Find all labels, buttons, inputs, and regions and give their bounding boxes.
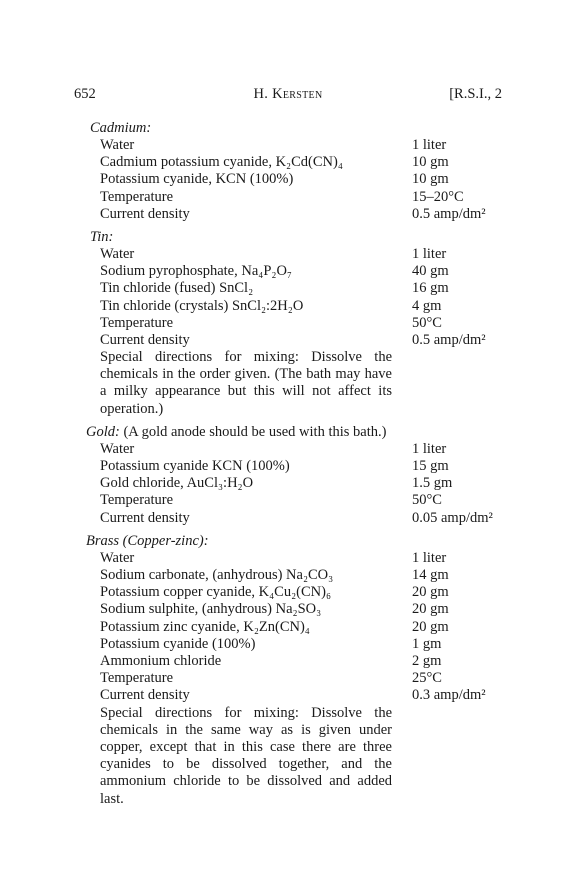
ingredient-amount: 0.5 amp/dm²: [412, 331, 486, 348]
ingredient-label: [100, 137, 400, 154]
ingredient-label: [100, 332, 400, 349]
ingredient-amount: 16 gm: [412, 280, 449, 297]
ingredient-label: [100, 458, 400, 475]
ingredient-row: [100, 206, 506, 223]
ingredient-row: [100, 246, 506, 263]
ingredient-name: Potassium cyanide KCN (100%): [100, 458, 293, 474]
ingredient-label: [100, 653, 400, 670]
mixing-directions: Special directions for mixing: Dissolve the chemicals in the same way as is given under copper, except that in this case there are three cyanides to be dissolved together, and the ammonium chloride to be dissolved and added last.: [100, 704, 392, 807]
ingredient-row: [100, 263, 506, 280]
ingredient-amount: 0.05 amp/dm²: [412, 509, 493, 526]
ingredient-name: Ammonium chloride: [100, 653, 224, 669]
ingredient-name: Water: [100, 246, 137, 262]
ingredient-amount: 20 gm: [412, 584, 449, 601]
running-head-author: H. Kersten: [253, 86, 323, 102]
ingredient-amount: 20 gm: [412, 618, 449, 635]
ingredient-amount: 25°C: [412, 670, 442, 687]
ingredient-amount: 1 liter: [412, 549, 447, 566]
ingredient-amount: 50°C: [412, 492, 442, 509]
ingredient-row: [100, 315, 506, 332]
ingredient-label: [100, 298, 400, 315]
ingredient-amount: 15 gm: [412, 458, 449, 475]
ingredient-name: Temperature: [100, 315, 176, 331]
ingredient-row: [100, 137, 506, 154]
ingredient-label: [100, 246, 400, 263]
ingredient-name: Potassium cyanide, KCN (100%): [100, 171, 296, 187]
ingredient-label: [100, 550, 400, 567]
ingredient-row: [100, 670, 506, 687]
bath-section: [86, 229, 506, 424]
ingredient-amount: 10 gm: [412, 154, 449, 171]
ingredient-label: [100, 670, 400, 687]
ingredient-amount: 14 gm: [412, 567, 449, 583]
section-title-text: Tin:: [90, 228, 114, 245]
ingredient-row: [100, 441, 506, 458]
ingredient-row: [100, 189, 506, 206]
section-title: [86, 533, 506, 550]
ingredient-amount: 1 gm: [412, 635, 442, 652]
section-title-text: Brass (Copper-zinc):: [86, 532, 209, 549]
ingredient-name: Temperature: [100, 492, 176, 508]
ingredient-row: [100, 687, 506, 704]
ingredient-name: Water: [100, 441, 137, 457]
ingredient-label: [100, 189, 400, 206]
ingredient-row: [100, 280, 506, 297]
ingredient-name: Current density: [100, 332, 193, 348]
mixing-directions: Special directions for mixing: Dissolve the chemicals in the order given. (The bath may have a milky appearance but this will not affect its operation.): [100, 349, 392, 417]
ingredient-label: [100, 636, 400, 653]
ingredient-label: [100, 263, 400, 280]
ingredient-row: [100, 619, 506, 636]
ingredient-name: Gold chloride, AuCl₃:H₂O: [100, 475, 256, 491]
page-number: 652: [74, 86, 96, 102]
ingredient-name: Tin chloride (crystals) SnCl₂:2H₂O: [100, 298, 306, 314]
ingredient-label: [100, 584, 400, 601]
ingredient-name: Current density: [100, 510, 193, 526]
ingredient-row: [100, 154, 506, 171]
ingredient-label: [100, 619, 400, 636]
ingredient-amount: 15–20°C: [412, 188, 464, 205]
ingredient-row: [100, 475, 506, 492]
ingredient-name: Temperature: [100, 670, 176, 686]
ingredient-amount: 50°C: [412, 314, 442, 331]
bath-section: [86, 120, 506, 229]
ingredient-label: [100, 206, 400, 223]
section-title: [86, 424, 506, 441]
ingredient-row: [100, 171, 506, 188]
ingredient-name: Potassium zinc cyanide, K₂Zn(CN)₄: [100, 619, 313, 635]
ingredient-amount: 0.3 amp/dm²: [412, 687, 486, 704]
ingredient-name: Current density: [100, 687, 193, 703]
ingredient-amount: 1 liter: [412, 245, 447, 262]
ingredient-row: [100, 492, 506, 509]
ingredient-row: [100, 601, 506, 618]
section-spacer: [86, 808, 506, 814]
ingredient-amount: 4 gm: [412, 297, 442, 314]
ingredient-label: [100, 567, 400, 584]
ingredient-name: Water: [100, 550, 137, 566]
ingredient-label: [100, 280, 400, 297]
ingredient-row: [100, 636, 506, 653]
ingredient-label: [100, 687, 400, 704]
ingredient-row: [100, 458, 506, 475]
ingredient-row: [100, 567, 506, 584]
ingredient-amount: 20 gm: [412, 601, 449, 618]
ingredient-label: [100, 171, 400, 188]
ingredient-name: Sodium carbonate, (anhydrous) Na₂CO₃: [100, 567, 336, 583]
ingredient-row: [100, 298, 506, 315]
ingredient-amount: 10 gm: [412, 171, 449, 188]
ingredient-name: Sodium sulphite, (anhydrous) Na₂SO₃: [100, 601, 324, 617]
bath-section: [86, 533, 506, 814]
ingredient-name: Sodium pyrophosphate, Na₄P₂O₇: [100, 263, 295, 279]
ingredient-amount: 40 gm: [412, 263, 449, 280]
ingredient-label: [100, 492, 400, 509]
ingredient-name: Current density: [100, 206, 193, 222]
ingredient-amount: 0.5 amp/dm²: [412, 205, 486, 222]
ingredient-name: Water: [100, 137, 137, 153]
ingredient-label: [100, 315, 400, 332]
ingredient-name: Potassium copper cyanide, K₄Cu₂(CN)₆: [100, 584, 334, 600]
section-title-text: Gold:: [86, 423, 120, 440]
ingredient-amount: 1.5 gm: [412, 475, 453, 492]
ingredient-row: [100, 550, 506, 567]
ingredient-label: [100, 475, 400, 492]
bath-section: [86, 424, 506, 533]
ingredient-label: [100, 154, 400, 171]
ingredient-row: [100, 584, 506, 601]
ingredient-row: [100, 653, 506, 670]
ingredient-row: [100, 510, 506, 527]
ingredient-name: Temperature: [100, 189, 176, 205]
ingredient-name: Potassium cyanide (100%): [100, 636, 258, 652]
ingredient-amount: 1 liter: [412, 137, 447, 153]
plating-baths-content: [86, 120, 506, 814]
ingredient-amount: 2 gm: [412, 652, 442, 669]
ingredient-label: [100, 601, 400, 618]
ingredient-name: Cadmium potassium cyanide, K₂Cd(CN)₄: [100, 154, 346, 170]
section-title: [90, 229, 506, 246]
ingredient-label: [100, 441, 400, 458]
section-title: [90, 120, 506, 137]
section-title-text: Cadmium:: [90, 120, 152, 136]
page-header: [74, 86, 502, 106]
ingredient-label: [100, 510, 400, 527]
section-title-note: (A gold anode should be used with this bath.): [123, 423, 387, 440]
ingredient-name: Tin chloride (fused) SnCl₂: [100, 280, 256, 296]
running-head-journal: [R.S.I., 2: [449, 86, 502, 102]
ingredient-amount: 1 liter: [412, 440, 447, 457]
ingredient-row: [100, 332, 506, 349]
